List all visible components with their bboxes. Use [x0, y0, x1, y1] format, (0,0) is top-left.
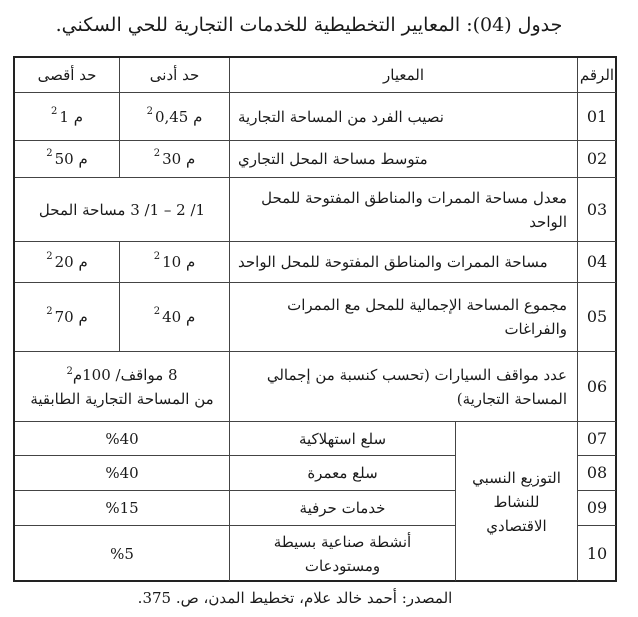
row-10-value: %5: [15, 526, 230, 581]
group-label: التوزيع النسبي للنشاط الاقتصادي: [456, 422, 578, 581]
row-02-min: 2 30 م: [120, 141, 230, 178]
standards-table: [13, 56, 617, 582]
row-03-merged-value: 1/ 2 – 1/ 3 مساحة المحل: [15, 178, 230, 242]
row-07-number: 07: [578, 422, 616, 456]
row-08-value: %40: [15, 456, 230, 491]
row-04-criterion: مساحة الممرات والمناطق المفتوحة للمحل الواحد: [230, 242, 578, 283]
row-04-min: 2 10 م: [120, 242, 230, 283]
row-06-number: 06: [578, 352, 616, 422]
header-min: حد أدنى: [120, 58, 230, 93]
row-07-item: سلع استهلاكية: [230, 422, 456, 456]
row-08-number: 08: [578, 456, 616, 491]
header-number: الرقم: [578, 58, 616, 93]
row-01-max: 2 1 م: [15, 93, 120, 141]
row-08-item: سلع معمرة: [230, 456, 456, 491]
table-title: جدول (04): المعايير التخطيطية للخدمات التجارية للحي السكني.: [55, 14, 563, 36]
row-03-number: 03: [578, 178, 616, 242]
row-03-criterion: معدل مساحة الممرات والمناطق المفتوحة للمحل الواحد: [230, 178, 578, 242]
row-05-max: 2 70 م: [15, 283, 120, 352]
row-10-item: أنشطة صناعية بسيطة ومستودعات: [230, 526, 456, 581]
row-07-value: %40: [15, 422, 230, 456]
row-01-number: 01: [578, 93, 616, 141]
row-09-item: خدمات حرفية: [230, 491, 456, 526]
row-02-max: 2 50 م: [15, 141, 120, 178]
row-05-min: 2 40 م: [120, 283, 230, 352]
row-02-number: 02: [578, 141, 616, 178]
row-04-max: 2 20 م: [15, 242, 120, 283]
row-01-min: 2 0,45 م: [120, 93, 230, 141]
row-05-criterion: مجموع المساحة الإجمالية للمحل مع الممرات والفراغات: [230, 283, 578, 352]
header-criterion: المعيار: [230, 58, 578, 93]
row-09-number: 09: [578, 491, 616, 526]
header-max: حد أقصى: [15, 58, 120, 93]
source-note: المصدر: أحمد خالد علام، تخطيط المدن، ص. 375.: [137, 589, 453, 607]
row-02-criterion: متوسط مساحة المحل التجاري: [230, 141, 578, 178]
row-06-merged-value: 8 مواقف/ 100م$^2$ من المساحة التجارية الطابقية: [15, 352, 230, 422]
row-09-value: %15: [15, 491, 230, 526]
row-06-criterion: عدد مواقف السيارات (تحسب كنسبة من إجمالي المساحة التجارية): [230, 352, 578, 422]
row-10-number: 10: [586, 543, 608, 563]
row-04-number: 04: [578, 242, 616, 283]
row-01-criterion: نصيب الفرد من المساحة التجارية: [230, 93, 578, 141]
row-05-number: 05: [578, 283, 616, 352]
